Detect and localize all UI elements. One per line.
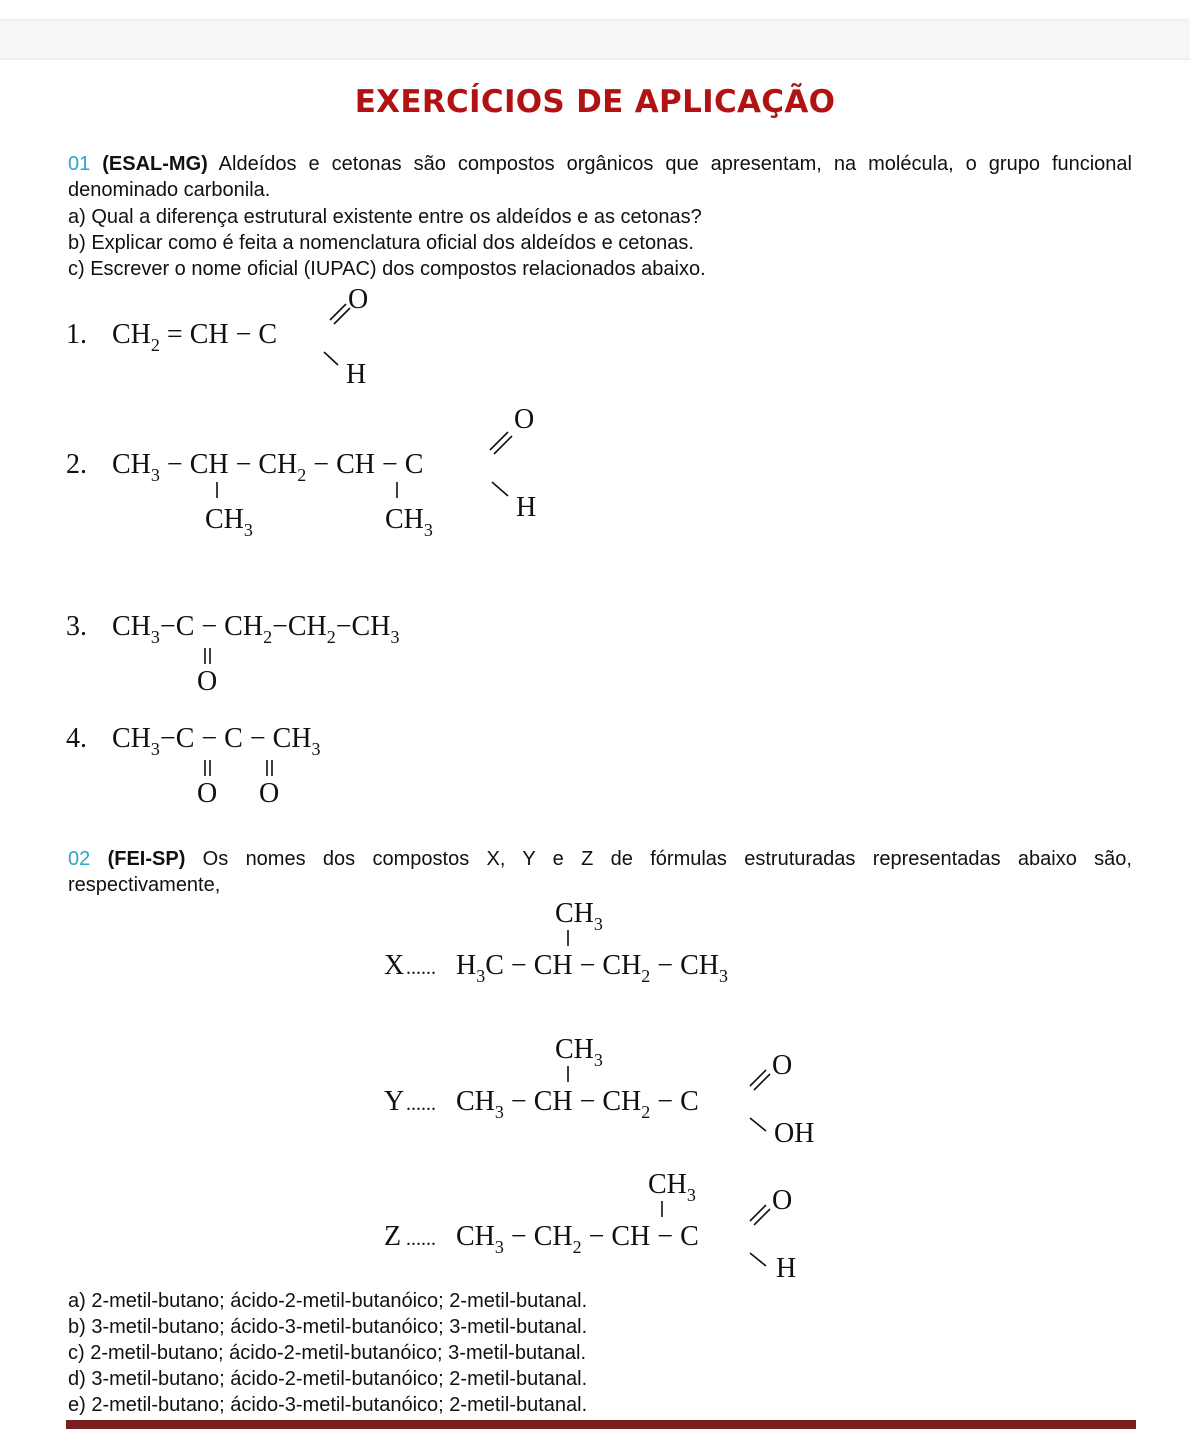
q2-option-d: d) 3-metil-butano; ácido-2-metil-butanóico; 2-metil-butanal. [68, 1368, 588, 1390]
svg-text:CH3−C − CH2−CH2−CH3: $CH_3-C - CH_2-CH_2-CH_3$ [112, 611, 400, 647]
svg-text:CH3 − CH − CH2 − CH − C: $CH_3$ − CH − $CH_2$ − CH − C [112, 449, 424, 485]
compound-4 [60, 712, 400, 812]
svg-text:CH2 = CH − C: $CH_2$ = CH − C [112, 319, 278, 355]
q1-statement-line1 [68, 151, 1132, 177]
q1-number: 01 [68, 153, 91, 175]
q1-source: (ESAL-MG) [102, 153, 208, 175]
svg-text:......: ...... [406, 1093, 436, 1115]
svg-text:......: ...... [406, 1228, 436, 1250]
q1-item-c: c) Escrever o nome oficial (IUPAC) dos compostos relacionados abaixo. [68, 258, 706, 280]
svg-text:O: O [772, 1185, 793, 1216]
q2-number: 02 [68, 848, 91, 870]
bottom-divider [66, 1420, 1136, 1429]
svg-text:O: O [514, 404, 535, 435]
structure-z-label: Z [384, 1221, 402, 1252]
q2-option-b: b) 3-metil-butano; ácido-3-metil-butanóico; 3-metil-butanal. [68, 1316, 588, 1338]
svg-text:CH3−C − C − CH3: $CH_3-C - C - CH_3$ [112, 723, 321, 759]
q2-source: (FEI-SP) [107, 848, 186, 870]
q1-statement-line2: denominado carbonila. [68, 179, 271, 201]
compound-3-label: 3. [66, 611, 87, 642]
svg-text:CH3 − CH2 − CH − C: $CH_3 - CH_2$ − CH − C [456, 1221, 699, 1257]
structure-y [380, 1028, 840, 1148]
page-title: EXERCÍCIOS DE APLICAÇÃO [354, 84, 836, 120]
q2-statement-line2: respectivamente, [68, 874, 221, 896]
svg-text:H3C − CH − CH2 − CH3: $H_3C$ − CH − $CH_2 - CH_3$ [456, 950, 728, 986]
compound-1-label: 1. [66, 319, 87, 350]
svg-text:O: O [348, 284, 369, 315]
structure-x [380, 892, 810, 992]
compound-4-label: 4. [66, 723, 87, 754]
svg-text:H: H [516, 492, 537, 523]
svg-text:H: H [776, 1253, 797, 1284]
svg-text:OH: OH [774, 1118, 815, 1149]
structure-x-label: X [384, 950, 405, 981]
q2-option-a: a) 2-metil-butano; ácido-2-metil-butanóico; 2-metil-butanal. [68, 1290, 588, 1312]
q1-item-b: b) Explicar como é feita a nomenclatura oficial dos aldeídos e cetonas. [68, 232, 694, 254]
svg-text:CH3: $CH_3$ [648, 1169, 696, 1205]
svg-text:H: H [346, 359, 367, 390]
svg-text:O: O [197, 778, 218, 809]
q1-item-a: a) Qual a diferença estrutural existente entre os aldeídos e as cetonas? [68, 206, 702, 228]
compound-3 [60, 600, 500, 700]
svg-text:CH3 − CH − CH2 − C: $CH_3$ − CH − $CH_2 - C$ [456, 1086, 699, 1122]
q2-option-c: c) 2-metil-butano; ácido-2-metil-butanóico; 3-metil-butanal. [68, 1342, 587, 1364]
q2-text-line1: Os nomes dos compostos X, Y e Z de fórmulas estruturadas representadas abaixo são, [185, 848, 1132, 870]
svg-text:O: O [772, 1050, 793, 1081]
svg-text:CH3: $CH_3$ [205, 504, 253, 540]
structure-y-label: Y [384, 1086, 405, 1117]
svg-text:O: O [197, 666, 218, 697]
top-browser-bar [0, 0, 1190, 60]
svg-text:O: O [259, 778, 280, 809]
q2-option-e: e) 2-metil-butano; ácido-3-metil-butanóico; 2-metil-butanal. [68, 1394, 588, 1416]
q2-statement-line1 [68, 846, 1132, 872]
svg-text:CH3: $CH_3$ [555, 1034, 603, 1070]
compound-2 [60, 398, 580, 548]
q1-text-line1: Aldeídos e cetonas são compostos orgânicos que apresentam, na molécula, o grupo funcional [207, 153, 1132, 175]
svg-text:CH3: $CH_3$ [555, 898, 603, 934]
structure-z [380, 1165, 840, 1285]
svg-text:CH3: $CH_3$ [385, 504, 433, 540]
compound-2-label: 2. [66, 449, 87, 480]
compound-1 [60, 280, 400, 390]
svg-text:......: ...... [406, 957, 436, 979]
